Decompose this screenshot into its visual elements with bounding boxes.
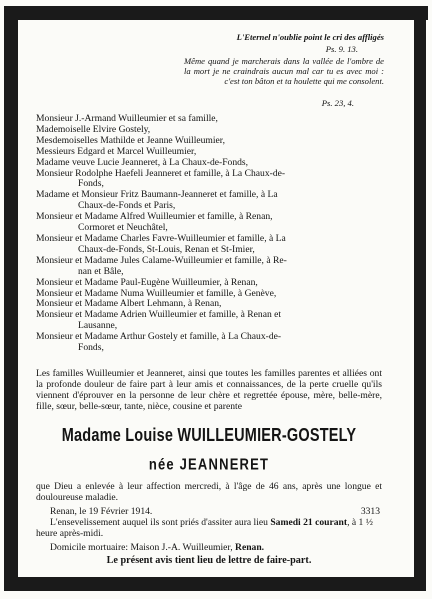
death-statement: que Dieu a enlevée à leur affection mercredi, à l'âge de 46 ans, après une longue et douloureuse maladie. xyxy=(36,481,382,503)
funeral-date: Samedi 21 courant xyxy=(270,517,348,528)
black-border-bottom xyxy=(4,577,426,591)
mourner-line: Monsieur et Madame Jules Calame-Wuilleumier et famille, à Re- xyxy=(36,254,287,266)
black-border-top xyxy=(4,6,428,20)
mourner-line-continuation: Lausanne, xyxy=(78,320,118,332)
domicile-town: Renan. xyxy=(235,542,265,553)
domicile-label: Domicile mortuaire: Maison J.-A. Wuilleumier, xyxy=(50,542,236,553)
announcement-paragraph: Les familles Wuilleumier et Jeanneret, ainsi que toutes les familles parentes et alliées ont la profonde douleur de faire part à leur amis et connaissances, de la perte cruelle qu'ils viennent d'éprouver en la personne de leur chère et regrettée épouse, mère, belle-mère, fille, sœur, belle-sœur, tante, nièce, cousine et parente xyxy=(36,368,382,412)
mourner-line: Monsieur et Madame Albert Lehmann, à Renan, xyxy=(36,298,222,310)
reference-number: 3313 xyxy=(360,506,380,517)
mourners-list xyxy=(36,114,382,354)
mourner-line-continuation: Fonds, xyxy=(78,178,104,190)
mourner-entry xyxy=(36,332,382,354)
black-border-right xyxy=(414,6,426,589)
mourner-line: Mesdemoiselles Mathilde et Jeanne Wuilleumier, xyxy=(36,134,226,146)
dateline xyxy=(36,506,380,517)
mourner-line: Madame et Monsieur Fritz Baumann-Jeanneret et famille, à La xyxy=(36,189,278,201)
epigraph-quote-1: L'Eternel n'oublie point le cri des affligés xyxy=(236,32,384,42)
mourner-line: Messieurs Edgard et Marcel Wuilleumier, xyxy=(36,145,197,157)
mourner-entry xyxy=(36,158,382,169)
mourner-line-continuation: Cormoret et Neuchâtel, xyxy=(78,222,168,234)
mourner-entry xyxy=(36,212,382,234)
funeral-text-after: , à 1 ½ heure après-midi. xyxy=(36,517,373,539)
funeral-details xyxy=(36,518,382,540)
mourner-line: Monsieur et Madame Paul-Eugène Wuilleumier, à Renan, xyxy=(36,276,258,288)
mourner-entry xyxy=(36,190,382,212)
mourner-line: Monsieur et Madame Charles Favre-Wuilleumier et famille, à La xyxy=(36,232,286,244)
black-border-left xyxy=(4,6,18,589)
mourner-entry xyxy=(36,310,382,332)
mourner-line: Monsieur J.-Armand Wuilleumier et sa famille, xyxy=(36,113,218,124)
mourner-line: Monsieur et Madame Arthur Gostely et famille, à La Chaux-de- xyxy=(36,331,282,343)
epigraph-reference-2: Ps. 23, 4. xyxy=(321,98,354,108)
mourner-entry xyxy=(36,278,382,289)
epigraph-reference-1: Ps. 9. 13. xyxy=(325,44,358,54)
epigraph-quote-2: Même quand je marcherais dans la vallée de l'ombre de la mort je ne craindrais aucun mal car tu es avec moi : c'est ton bâton et ta houlette qui me consolent. xyxy=(184,56,384,86)
mourner-line: Monsieur et Madame Numa Wuilleumier et famille, à Genève, xyxy=(36,287,277,299)
deceased-name: Madame Louise WUILLEUMIER-GOSTELY xyxy=(61,426,357,446)
deceased-maiden-name: née JEANNERET xyxy=(148,455,270,473)
mourner-line: Monsieur et Madame Adrien Wuilleumier et famille, à Renan et xyxy=(36,309,282,321)
funeral-text-before: L'ensevelissement auquel ils sont priés d'assiter aura lieu xyxy=(50,517,271,528)
domicile-mortuaire xyxy=(50,542,264,553)
mourner-entry xyxy=(36,169,382,191)
mourner-line: Madame veuve Lucie Jeanneret, à La Chaux-de-Fonds, xyxy=(36,156,249,168)
mourner-line: Mademoiselle Elvire Gostely, xyxy=(36,123,151,135)
mourner-entry xyxy=(36,147,382,158)
mourner-entry xyxy=(36,234,382,256)
mourner-line: Monsieur et Madame Alfred Wuilleumier et famille, à Renan, xyxy=(36,211,273,223)
mourner-line: Monsieur Rodolphe Haefeli Jeanneret et famille, à La Chaux-de- xyxy=(36,167,286,179)
mourner-line-continuation: Chaux-de-Fonds et Paris, xyxy=(78,200,176,212)
mourner-line-continuation: Chaux-de-Fonds, St-Louis, Renan et St-Imier, xyxy=(78,243,255,255)
mourner-entry xyxy=(36,256,382,278)
place-and-date: Renan, le 19 Février 1914. xyxy=(50,506,153,517)
mourner-line-continuation: Fonds, xyxy=(78,342,104,354)
faire-part-notice: Le présent avis tient lieu de lettre de faire-part. xyxy=(106,555,312,566)
mourner-line-continuation: nan et Bâle, xyxy=(78,265,124,277)
